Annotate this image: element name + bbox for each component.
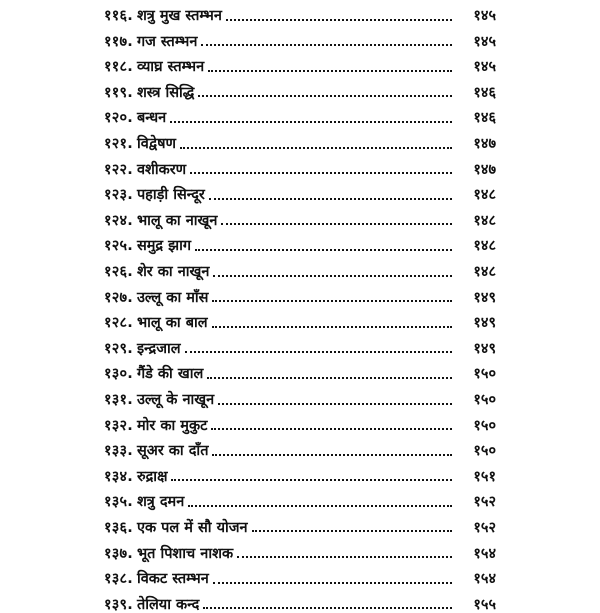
- entry-title: पहाड़ी सिन्दूर: [136, 187, 205, 204]
- dot-leader: [212, 454, 452, 456]
- entry-page-number: १५५: [473, 596, 496, 613]
- entry-page-number: १५०: [473, 392, 496, 408]
- dot-leader: [170, 121, 452, 123]
- entry-number: १३६.: [104, 519, 133, 536]
- entry-page-number: १४८: [473, 264, 496, 281]
- entry-page-number: १५४: [473, 571, 496, 588]
- dot-leader: [207, 377, 452, 379]
- toc-entry: [104, 408, 496, 434]
- entry-number: १२६.: [104, 264, 133, 281]
- toc-entry: [104, 100, 496, 126]
- dot-leader: [195, 249, 452, 251]
- entry-page-number: १४९: [473, 315, 496, 332]
- dot-leader: [213, 275, 452, 277]
- entry-number: १३५.: [104, 494, 133, 511]
- entry-page-number: १४९: [473, 289, 496, 306]
- entry-page-number: १५०: [473, 417, 496, 434]
- entry-page-number: १४६: [473, 84, 496, 101]
- entry-title: मोर का मुकुट: [136, 417, 208, 434]
- entry-page-number: १४७: [473, 136, 496, 153]
- entry-number: १२३.: [104, 187, 133, 204]
- entry-title: बन्धन: [136, 110, 167, 127]
- entry-page-number: १५०: [473, 443, 496, 460]
- entry-number: १२७.: [104, 289, 133, 306]
- entry-page-number: १५४: [473, 545, 496, 562]
- entry-number: १३४.: [104, 468, 133, 485]
- entry-number: १२४.: [104, 212, 133, 229]
- toc-entry: [104, 484, 496, 510]
- entry-title: तेलिया कन्द: [136, 596, 200, 613]
- entry-title: गज स्तम्भन: [136, 33, 198, 50]
- entry-title: भालू का बाल: [136, 315, 208, 332]
- dot-leader: [211, 428, 452, 430]
- dot-leader: [198, 95, 452, 97]
- entry-number: १३०.: [104, 366, 133, 383]
- dot-leader: [213, 582, 452, 584]
- entry-number: १३१.: [104, 392, 133, 408]
- entry-number: १२९.: [104, 340, 133, 357]
- entry-page-number: १४८: [473, 212, 496, 229]
- entry-number: ११६.: [104, 8, 133, 25]
- toc-entry: [104, 433, 496, 459]
- entry-title: शस्त्र सिद्धि: [136, 84, 195, 101]
- entry-title: एक पल में सौ योजन: [136, 519, 248, 536]
- toc-entry: [104, 152, 496, 178]
- dot-leader: [221, 223, 452, 225]
- dot-leader: [180, 147, 452, 149]
- entry-title: शेर का नाखून: [136, 264, 210, 281]
- entry-number: १२२.: [104, 161, 133, 178]
- toc-entry: [104, 126, 496, 152]
- entry-page-number: १५१: [473, 468, 496, 485]
- entry-page-number: १४७: [473, 161, 496, 178]
- toc-entry: [104, 203, 496, 229]
- dot-leader: [208, 70, 452, 72]
- entry-page-number: १४९: [473, 340, 496, 357]
- entry-title: उल्लू का माँस: [136, 289, 209, 306]
- toc-entry: [104, 280, 496, 306]
- toc-entry: [104, 177, 496, 203]
- entry-title: भूत पिशाच नाशक: [136, 545, 234, 562]
- entry-number: १२५.: [104, 238, 133, 255]
- toc-entry: [104, 331, 496, 357]
- toc-entry: [104, 459, 496, 485]
- table-of-contents: [104, 0, 496, 612]
- entry-title: समुद्र झाग: [136, 238, 192, 255]
- entry-page-number: १४८: [473, 187, 496, 204]
- dot-leader: [209, 198, 452, 200]
- dot-leader: [201, 44, 452, 46]
- entry-page-number: १४५: [473, 33, 496, 50]
- toc-entry: [104, 587, 496, 613]
- entry-page-number: १४८: [473, 238, 496, 255]
- entry-number: १२०.: [104, 110, 133, 127]
- dot-leader: [226, 19, 452, 21]
- toc-entry: [104, 49, 496, 75]
- toc-entry: [104, 254, 496, 280]
- entry-number: १३७.: [104, 545, 133, 562]
- entry-title: वशीकरण: [136, 161, 187, 178]
- entry-page-number: १४५: [473, 8, 496, 25]
- entry-page-number: १४५: [473, 59, 496, 76]
- toc-entry: [104, 510, 496, 536]
- dot-leader: [212, 326, 452, 328]
- entry-title: उल्लू के नाखून: [136, 392, 215, 408]
- entry-page-number: १५०: [473, 366, 496, 383]
- toc-entry: [104, 0, 496, 24]
- entry-page-number: १५२: [473, 494, 496, 511]
- entry-number: १३२.: [104, 417, 133, 434]
- toc-entry: [104, 382, 496, 408]
- entry-number: १३९.: [104, 596, 133, 613]
- entry-number: ११९.: [104, 84, 133, 101]
- dot-leader: [188, 505, 452, 507]
- entry-number: १३३.: [104, 443, 133, 460]
- entry-number: १२१.: [104, 136, 133, 153]
- entry-page-number: १४६: [473, 110, 496, 127]
- entry-title: विकट स्तम्भन: [136, 571, 209, 588]
- toc-entry: [104, 305, 496, 331]
- entry-number: १२८.: [104, 315, 133, 332]
- toc-entry: [104, 535, 496, 561]
- entry-page-number: १५२: [473, 519, 496, 536]
- dot-leader: [171, 479, 452, 481]
- entry-title: शत्रु दमन: [136, 494, 185, 511]
- entry-title: शत्रु मुख स्तम्भन: [136, 8, 222, 25]
- entry-number: ११७.: [104, 33, 133, 50]
- dot-leader: [218, 403, 452, 405]
- toc-entry: [104, 228, 496, 254]
- dot-leader: [212, 300, 452, 302]
- toc-entry: [104, 561, 496, 587]
- dot-leader: [203, 607, 452, 609]
- toc-entry: [104, 75, 496, 101]
- dot-leader: [185, 351, 452, 353]
- entry-number: १३८.: [104, 571, 133, 588]
- entry-title: व्याघ्र स्तम्भन: [136, 59, 205, 76]
- entry-title: विद्वेषण: [136, 136, 176, 153]
- entry-number: ११८.: [104, 59, 133, 76]
- entry-title: सूअर का दाँत: [136, 443, 209, 460]
- toc-entry: [104, 24, 496, 50]
- dot-leader: [190, 172, 452, 174]
- entry-title: गैंडे की खाल: [136, 366, 204, 383]
- entry-title: भालू का नाखून: [136, 212, 218, 229]
- toc-entry: [104, 356, 496, 382]
- dot-leader: [237, 556, 452, 558]
- entry-title: इन्द्रजाल: [136, 340, 181, 357]
- dot-leader: [252, 530, 452, 532]
- entry-title: रुद्राक्ष: [136, 468, 168, 485]
